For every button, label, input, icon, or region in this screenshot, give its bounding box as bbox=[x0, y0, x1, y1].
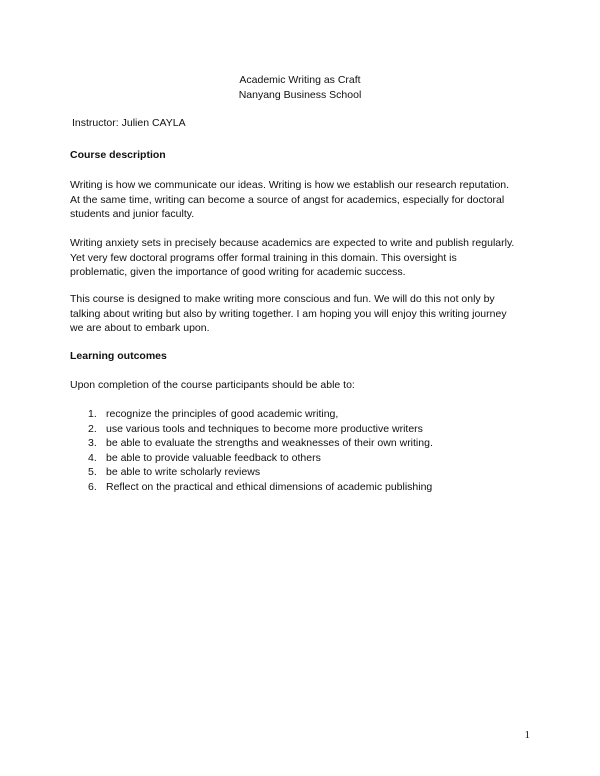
list-item-text: be able to evaluate the strengths and weaknesses of their own writing. bbox=[106, 437, 433, 449]
learning-outcomes-list bbox=[88, 407, 433, 494]
paragraph-line: This course is designed to make writing more conscious and fun. We will do this not only by bbox=[70, 293, 495, 305]
list-item-text: be able to provide valuable feedback to others bbox=[106, 451, 321, 464]
list-item bbox=[88, 407, 433, 422]
list-number: 2. bbox=[88, 422, 97, 435]
list-number: 1. bbox=[88, 408, 97, 420]
description-paragraph-2 bbox=[70, 236, 532, 280]
institution-name: Nanyang Business School bbox=[238, 88, 362, 101]
course-description-heading: Course description bbox=[70, 149, 166, 161]
list-item bbox=[88, 436, 433, 451]
paragraph-line: Writing is how we communicate our ideas. Writing is how we establish our research reputation. bbox=[70, 179, 510, 191]
list-item-text: Reflect on the practical and ethical dimensions of academic publishing bbox=[106, 480, 433, 493]
instructor-line: Instructor: Julien CAYLA bbox=[72, 117, 186, 129]
list-number: 5. bbox=[88, 466, 97, 478]
list-item bbox=[88, 465, 433, 480]
list-item-text: be able to write scholarly reviews bbox=[106, 466, 261, 478]
list-item bbox=[88, 451, 433, 466]
paragraph-line: problematic, given the importance of good writing for academic success. bbox=[70, 266, 406, 278]
description-paragraph-1 bbox=[70, 178, 532, 222]
list-number: 6. bbox=[88, 480, 97, 493]
list-item-text: recognize the principles of good academic writing, bbox=[106, 408, 339, 420]
learning-outcomes-heading: Learning outcomes bbox=[70, 350, 167, 362]
list-number: 3. bbox=[88, 437, 97, 449]
document-title: Academic Writing as Craft bbox=[239, 74, 361, 86]
description-paragraph-3 bbox=[70, 292, 532, 336]
paragraph-line: students and junior faculty. bbox=[70, 208, 195, 220]
list-item bbox=[88, 422, 433, 437]
paragraph-line: we are about to embark upon. bbox=[70, 322, 210, 334]
list-number: 4. bbox=[88, 451, 97, 464]
learning-outcomes-intro: Upon completion of the course participants should be able to: bbox=[70, 379, 355, 391]
page-number: 1 bbox=[524, 729, 530, 741]
list-item bbox=[88, 480, 433, 495]
paragraph-line: Writing anxiety sets in precisely because academics are expected to write and publish regularly. bbox=[70, 237, 515, 249]
title-block bbox=[0, 73, 600, 102]
paragraph-line: talking about writing but also by writing together. I am hoping you will enjoy this writing journey bbox=[70, 307, 507, 320]
paragraph-line: Yet very few doctoral programs offer formal training in this domain. This oversight is bbox=[70, 251, 457, 264]
list-item-text: use various tools and techniques to become more productive writers bbox=[106, 422, 423, 435]
paragraph-line: At the same time, writing can become a source of angst for academics, especially for doctoral bbox=[70, 193, 505, 206]
